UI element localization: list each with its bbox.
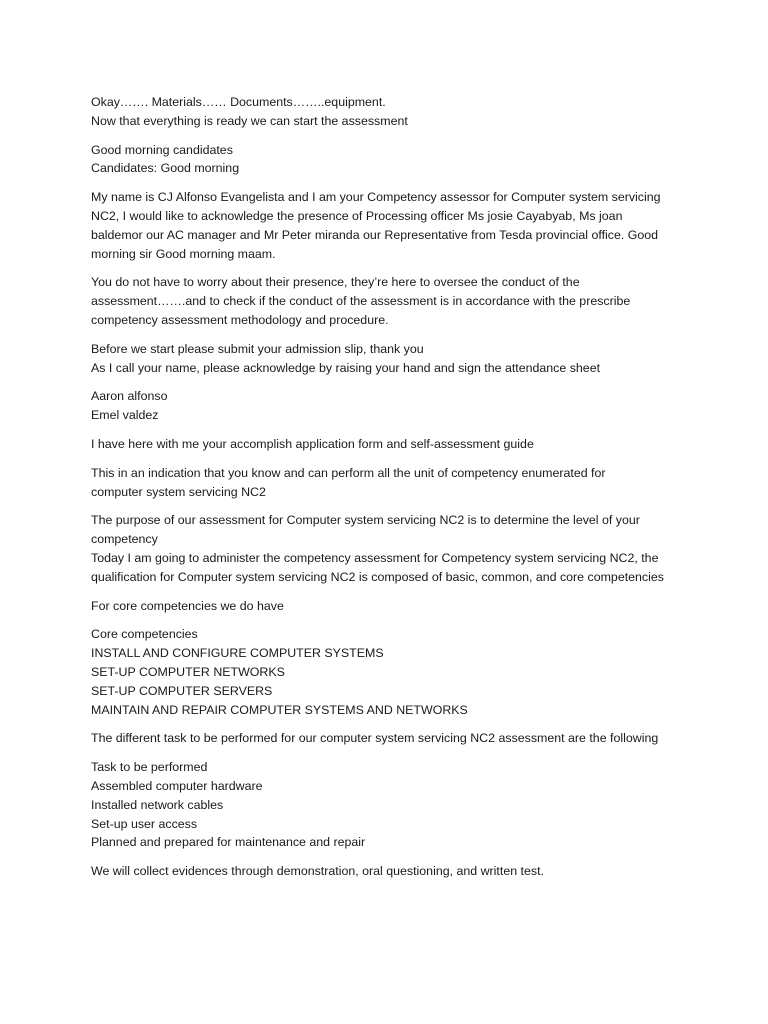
paragraph-greeting xyxy=(91,141,711,179)
text-line: competency assessment methodology and procedure. xyxy=(91,312,389,327)
paragraph-admission xyxy=(91,340,711,378)
paragraph-tasks xyxy=(91,758,711,852)
text-line: As I call your name, please acknowledge by raising your hand and sign the attendance sheet xyxy=(91,360,601,375)
text-line: Before we start please submit your admission slip, thank you xyxy=(91,341,424,356)
paragraph-core-intro xyxy=(91,597,711,616)
paragraph-introduction xyxy=(91,188,711,263)
text-line: baldemor our AC manager and Mr Peter miranda our Representative from Tesda provincial office. Good xyxy=(91,227,659,242)
text-line: Planned and prepared for maintenance and repair xyxy=(91,835,366,850)
text-line: SET-UP COMPUTER SERVERS xyxy=(91,683,273,698)
text-line: MAINTAIN AND REPAIR COMPUTER SYSTEMS AND NETWORKS xyxy=(91,702,468,717)
text-line: computer system servicing NC2 xyxy=(91,484,266,499)
text-line: Candidates: Good morning xyxy=(91,161,240,176)
paragraph-candidate-names xyxy=(91,387,711,425)
paragraph-opening xyxy=(91,93,711,131)
text-line: My name is CJ Alfonso Evangelista and I am your Competency assessor for Computer system servicing xyxy=(91,190,661,205)
text-line: I have here with me your accomplish application form and self-assessment guide xyxy=(91,436,534,451)
text-line: Okay……. Materials…… Documents……..equipment. xyxy=(91,95,386,109)
text-line: Task to be performed xyxy=(91,760,208,775)
text-line: We will collect evidences through demonstration, oral questioning, and written test. xyxy=(91,864,544,879)
paragraph-purpose xyxy=(91,511,711,586)
text-line: The purpose of our assessment for Computer system servicing NC2 is to determine the level of your xyxy=(91,513,640,528)
paragraph-core-competencies xyxy=(91,625,711,719)
text-line: SET-UP COMPUTER NETWORKS xyxy=(91,664,285,679)
paragraph-presence xyxy=(91,273,711,329)
text-line: Installed network cables xyxy=(91,797,224,812)
text-line: For core competencies we do have xyxy=(91,598,284,613)
text-line: Assembled computer hardware xyxy=(91,778,263,793)
text-line: INSTALL AND CONFIGURE COMPUTER SYSTEMS xyxy=(91,646,384,661)
text-line: NC2, I would like to acknowledge the presence of Processing officer Ms josie Cayabyab, Ms joan xyxy=(91,208,623,223)
text-line: competency xyxy=(91,532,158,547)
paragraph-indication xyxy=(91,464,711,502)
text-line: Set-up user access xyxy=(91,816,198,831)
text-line: morning sir Good morning maam. xyxy=(91,246,276,261)
text-line: Aaron alfonso xyxy=(91,389,168,404)
text-line: You do not have to worry about their presence, they’re here to oversee the conduct of the xyxy=(91,275,580,290)
text-line: Core competencies xyxy=(91,627,198,642)
paragraph-application-form xyxy=(91,435,711,454)
paragraph-tasks-intro xyxy=(91,729,711,748)
text-line: Good morning candidates xyxy=(91,142,233,157)
text-line: Now that everything is ready we can start the assessment xyxy=(91,113,408,128)
text-line: The different task to be performed for our computer system servicing NC2 assessment are the following xyxy=(91,731,659,746)
paragraph-evidence xyxy=(91,862,711,881)
document-body xyxy=(91,93,711,891)
text-line: Today I am going to administer the competency assessment for Competency system servicing NC2, the xyxy=(91,550,659,565)
text-line: assessment…….and to check if the conduct of the assessment is in accordance with the prescribe xyxy=(91,294,631,309)
text-line: This in an indication that you know and can perform all the unit of competency enumerated for xyxy=(91,465,606,480)
text-line: qualification for Computer system servicing NC2 is composed of basic, common, and core competencies xyxy=(91,569,664,584)
text-line: Emel valdez xyxy=(91,408,159,423)
